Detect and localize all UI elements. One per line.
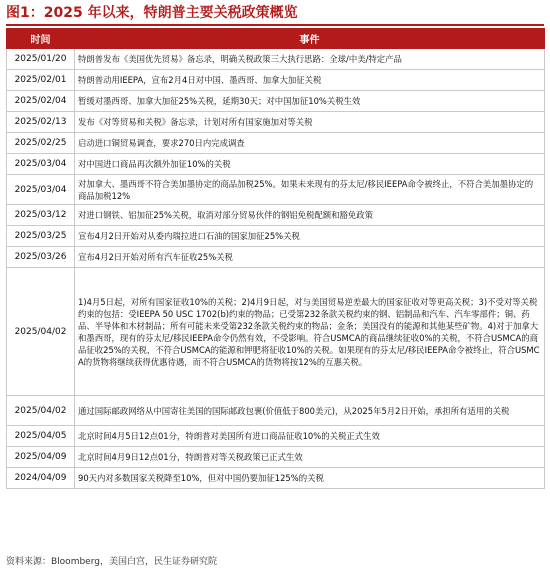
- row-event: 特朗普发布《美国优先贸易》备忘录，明确关税政策三大执行思路：全球/中美/特定产品: [75, 49, 545, 70]
- row-event: 对进口钢铁、铝加征25%关税，取消对部分贸易伙伴的钢铝免税配额和豁免政策: [75, 205, 545, 226]
- row-event: 特朗普动用IEEPA，宣布2月4日对中国、墨西哥、加拿大加征关税: [75, 70, 545, 91]
- row-date: 2025/03/26: [7, 247, 75, 268]
- row-date: 2025/02/25: [7, 133, 75, 154]
- row-event: 对加拿大、墨西哥不符合美加墨协定的商品加税25%。如果未来现有的芬太尼/移民IEEPA命令被终止，不符合美加墨协定的商品加税12%: [75, 175, 545, 205]
- row-event: 发布《对等贸易和关税》备忘录，计划对所有国家施加对等关税: [75, 112, 545, 133]
- header-date: 时间: [7, 29, 75, 49]
- table-row: [7, 154, 545, 175]
- row-date: 2025/03/04: [7, 154, 75, 175]
- row-event: 宣布4月2日开始对所有汽车征收25%关税: [75, 247, 545, 268]
- table-row: [7, 468, 545, 489]
- header-event: 事件: [75, 29, 545, 49]
- row-date: 2025/04/09: [7, 447, 75, 468]
- table-row: [7, 49, 545, 70]
- row-event: 启动进口铜贸易调查，要求270日内完成调查: [75, 133, 545, 154]
- row-date: 2025/02/13: [7, 112, 75, 133]
- table-row: [7, 247, 545, 268]
- row-event: 北京时间4月9日12点01分，特朗普对等关税政策已正式生效: [75, 447, 545, 468]
- table-row: [7, 268, 545, 396]
- table-row: [7, 447, 545, 468]
- table-row: [7, 91, 545, 112]
- table-row: [7, 226, 545, 247]
- table-header-row: [7, 29, 545, 49]
- figure-title: 图1：2025 年以来，特朗普主要关税政策概览: [6, 5, 298, 21]
- source-note: 资料来源：Bloomberg，美国白宫，民生证券研究院: [6, 557, 217, 567]
- row-date: 2025/04/05: [7, 426, 75, 447]
- row-date: 2025/01/20: [7, 49, 75, 70]
- row-date: 2025/02/04: [7, 91, 75, 112]
- row-event: 对中国进口商品再次额外加征10%的关税: [75, 154, 545, 175]
- row-event: 宣布4月2日开始对从委内瑞拉进口石油的国家加征25%关税: [75, 226, 545, 247]
- row-event: 暂缓对墨西哥、加拿大加征25%关税，延期30天；对中国加征10%关税生效: [75, 91, 545, 112]
- table-row: [7, 70, 545, 91]
- table-row: [7, 205, 545, 226]
- row-date: 2025/03/04: [7, 175, 75, 205]
- row-date: 2024/04/09: [7, 468, 75, 489]
- row-date: 2025/03/12: [7, 205, 75, 226]
- tariff-policy-table: [6, 28, 545, 489]
- row-event: 北京时间4月5日12点01分，特朗普对美国所有进口商品征收10%的关税正式生效: [75, 426, 545, 447]
- row-event: 通过国际邮政网络从中国寄往美国的国际邮政包裹(价值低于800美元)，从2025年5月2日开始，承担所有适用的关税: [75, 396, 545, 426]
- row-date: 2025/04/02: [7, 268, 75, 396]
- row-event: 90天内对多数国家关税降至10%，但对中国仍要加征125%的关税: [75, 468, 545, 489]
- table-row: [7, 112, 545, 133]
- table-row: [7, 426, 545, 447]
- title-divider: [6, 24, 544, 26]
- row-date: 2025/02/01: [7, 70, 75, 91]
- row-date: 2025/03/25: [7, 226, 75, 247]
- table-row: [7, 175, 545, 205]
- row-date: 2025/04/02: [7, 396, 75, 426]
- table-row: [7, 133, 545, 154]
- row-event: 1)4月5日起，对所有国家征收10%的关税；2)4月9日起，对与美国贸易逆差最大的国家征收对等更高关税；3)不受对等关税约束的包括：受IEEPA 50 USC 1702(b)约束的物品；已受第232条款关税约束的钢、铝制品和汽车、汽车零部件；铜、药品、半导体和木材制品；所有可能未来受第232条款关税约束的物品；金条；美国没有的能源和其他某些矿物。4)对于加拿大和墨西哥，现有的芬太尼/移民IEEPA命令仍然有效，不受影响。符合USMCA的商品继续征收0%的关税，不符合USMCA的商品征收25%的关税，不符合USMCA的能源和钾肥将征收10%的关税。如果现有的芬太尼/移民IEEPA命令被终止，符合USMCA的货物将继续获得优惠待遇，而不符合USMCA的货物将按12%的互惠关税。: [75, 268, 545, 396]
- table-row: [7, 396, 545, 426]
